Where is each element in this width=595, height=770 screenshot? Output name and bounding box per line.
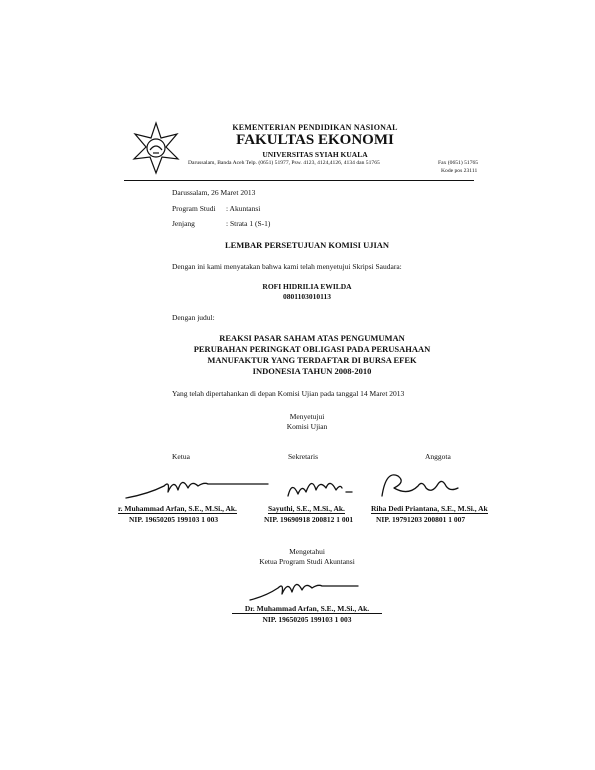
header-divider [124,180,474,181]
program-label: Program Studi [172,204,216,213]
postal-code: Kode pos 23111 [441,168,478,174]
acknowledge-label: Mengetahui [289,547,325,556]
thesis-title-line: INDONESIA TAHUN 2008-2010 [252,366,372,376]
faculty-name: FAKULTAS EKONOMI [236,132,394,148]
ministry-name: KEMENTERIAN PENDIDIKAN NASIONAL [232,123,398,132]
thesis-title-line: REAKSI PASAR SAHAM ATAS PENGUMUMAN [219,333,405,343]
thesis-title-line: PERUBAHAN PERINGKAT OBLIGASI PADA PERUSAHAAN [193,344,431,354]
student-nim: 0801103010113 [283,292,331,301]
role-sekretaris: Sekretaris [288,452,318,461]
role-anggota: Anggota [425,452,451,461]
address-line: Darussalam, Banda Aceh Telp. (0651) 51977, Psw. 4123, 4124,4126, 4134 dan 51765 [188,160,380,166]
committee-label: Komisi Ujian [286,422,328,431]
level-value: : Strata 1 (S-1) [226,219,271,228]
thesis-title-line: MANUFAKTUR YANG TERDAFTAR DI BURSA EFEK [207,355,417,365]
nip-sekretaris: NIP. 19690918 200812 1 001 [264,515,354,524]
name-anggota: Riha Dedi Priantana, S.E., M.Si., Ak [371,504,488,513]
signature-sekretaris [282,470,362,506]
intro-text: Dengan ini kami menyatakan bahwa kami telah menyetujui Skripsi Saudara: [172,262,402,271]
defended-line: Yang telah dipertahankan di depan Komisi Ujian pada tanggal 14 Maret 2013 [172,389,405,398]
signature-anggota [372,466,462,504]
program-head-name: Dr. Muhammad Arfan, S.E., M.Si., Ak. [232,604,382,614]
role-ketua: Ketua [172,452,190,461]
name-sekretaris: Sayuthi, S.E., M.Si., Ak. [268,504,345,513]
signature-ketua [118,468,276,508]
student-name: ROFI HIDRILIA EWILDA [262,282,352,291]
program-head-nip: NIP. 19650205 199103 1 003 [262,615,352,624]
document-title: LEMBAR PERSETUJUAN KOMISI UJIAN [224,240,390,250]
program-head-title: Ketua Program Studi Akuntansi [259,557,355,566]
nip-anggota: NIP. 19791203 200801 1 007 [376,515,466,524]
date-line: Darussalam, 26 Maret 2013 [172,188,256,197]
approval-label: Menyetujui [289,412,325,421]
nip-ketua: NIP. 19650205 199103 1 003 [129,515,219,524]
program-value: : Akuntansi [226,204,261,213]
university-seal-logo [128,120,184,176]
name-ketua: r. Muhammad Arfan, S.E., M.Si., Ak. [118,504,237,513]
signature-program-head [244,572,364,606]
judul-label: Dengan judul: [172,313,215,322]
level-label: Jenjang [172,219,195,228]
university-name: UNIVERSITAS SYIAH KUALA [262,150,368,159]
fax-number: Fax (0651) 51765 [438,160,479,166]
